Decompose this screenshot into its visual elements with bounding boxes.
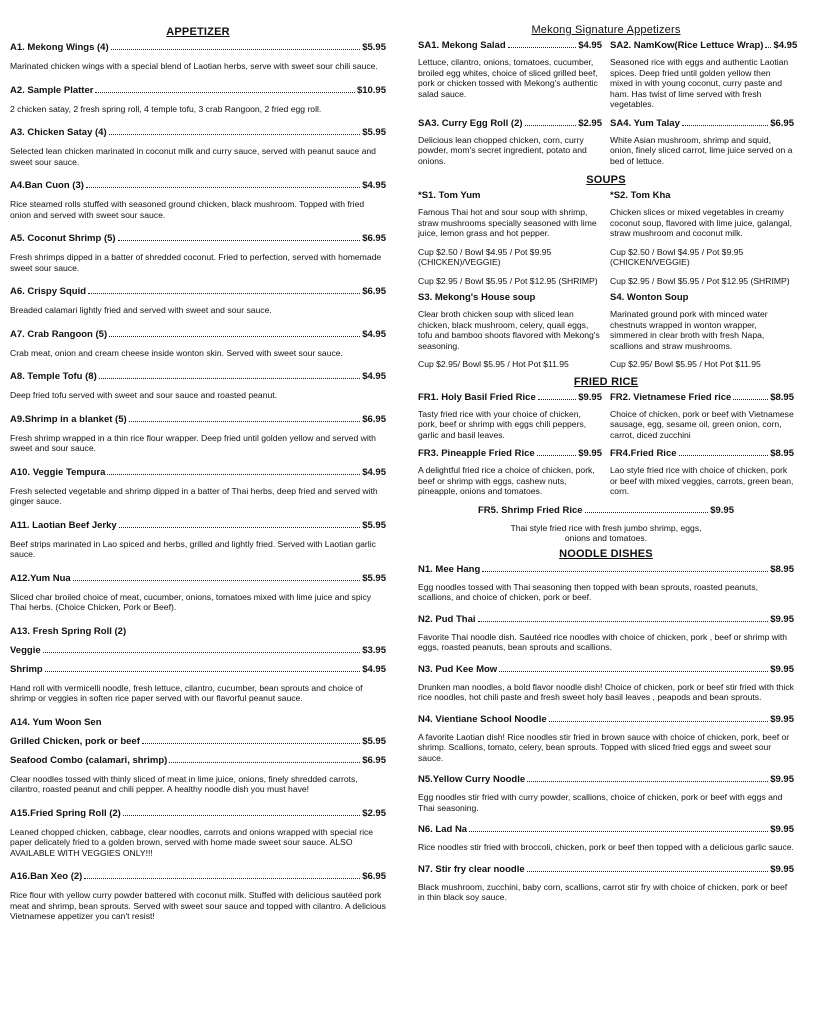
menu-item	[10, 233, 386, 273]
dish-row	[610, 448, 794, 460]
item-description: Seasoned rice with eggs and authentic Laotian spices. Deep fried until golden yellow then mixed in with young coconut, curry paste and ham. Has twist of lime served with fresh vegetables.	[610, 57, 789, 109]
item-description: A delightful fried rice a choice of chicken, pork, beef or shrimp with eggs, cashew nuts, pineapple, onions and tomatoes.	[418, 465, 595, 496]
appetizer-name: A15.Fried Spring Roll (2)	[10, 807, 121, 819]
item-description: Sliced char broiled choice of meat, cucumber, onions, tomatoes mixed with lime juice and spicy Thai herbs. (Choice Chicken, Pork or Beef).	[10, 591, 372, 612]
dish-price: $2.95	[578, 117, 602, 129]
item-pair	[418, 118, 794, 167]
appetizer-name: A8. Temple Tofu (8)	[10, 371, 97, 382]
item-description: Favorite Thai noodle dish. Sautéed rice noodles with choice of chicken, pork , beef or shrimp with eggs, roasted peanuts, bean sprouts and scallions.	[418, 631, 788, 652]
noodle-row	[418, 664, 794, 676]
leader-dots	[88, 293, 360, 294]
item-description: Tasty fried rice with your choice of chicken, pork, beef or shrimp with eggs chili peppers, garlic and basil leaves.	[418, 408, 587, 440]
option-description: Hand roll with vermicelli noodle, fresh lettuce, cilantro, cucumber, bean sprouts and choice of shrimp or veggies in soften rice paper served with our flavorful peanut sauce.	[10, 682, 363, 703]
leader-dots	[109, 336, 360, 337]
noodle-price: $9.95	[770, 663, 794, 675]
dish-name: FR2. Vietnamese Fried rice	[610, 391, 732, 403]
item-description: Selected lean chicken marinated in coconut milk and curry sauce, served with peanut sauce and sweet sour sauce.	[10, 146, 376, 167]
menu-item	[418, 714, 794, 764]
menu-item	[10, 467, 386, 507]
appetizer-price: $6.95	[362, 413, 386, 425]
item-description: 2 chicken satay, 2 fresh spring roll, 4 temple tofu, 3 crab Rangoon, 2 fried egg roll.	[10, 103, 322, 114]
leader-dots	[95, 92, 355, 93]
item-description: Rice flour with yellow curry powder battered with coconut milk. Stuffed with delicious sautéed pork meat and shrimp, bean sprouts. Served with sweet sour sauce and topped with cilantro. A delicious Vietnamese appetizer you can't resist!	[10, 890, 386, 921]
appetizer-name: A10. Veggie Tempura	[10, 466, 106, 478]
appetizer-row	[10, 233, 386, 245]
right-column	[418, 24, 798, 914]
leader-dots	[525, 125, 577, 126]
fr5-row	[418, 505, 794, 517]
item-description: Lettuce, cilantro, onions, tomatoes, cucumber, broiled egg whites, choice of sliced grilled beef, pork or chicken tossed with Mekong's authentic salad sauce.	[418, 57, 598, 99]
price-line: Cup $2.95 / Bowl $5.95 / Pot $12.95 (SHRIMP)	[610, 275, 790, 286]
fr5-price: $9.95	[710, 504, 734, 516]
leader-dots	[508, 47, 577, 48]
appetizer-row	[10, 414, 386, 426]
noodle-row	[418, 774, 794, 786]
leader-dots	[527, 871, 769, 872]
menu-item	[610, 448, 794, 497]
menu-item	[418, 40, 602, 110]
item-description: Marinated ground pork with minced water chestnuts wrapped in wonton wrapper, simmered in clear broth with fresh Napa, scallions and straw mushrooms.	[610, 309, 768, 351]
dish-row	[418, 118, 602, 130]
appetizer-name: A2. Sample Platter	[10, 84, 94, 96]
option-price: $6.95	[362, 754, 386, 766]
option-row	[10, 664, 386, 676]
dish-name: SA3. Curry Egg Roll (2)	[418, 117, 523, 129]
option-description: Clear noodles tossed with thinly sliced of meat in lime juice, onions, finely shredded carrots, cilantro, roasted peanut and chili pepper. A healthy noodle dish you must have!	[10, 773, 358, 794]
item-description: Chicken slices or mixed vegetables in creamy coconut soup, flavored with lime juice, galangal, straw mushroom and coconut milk.	[610, 207, 793, 238]
dish-row	[418, 40, 602, 52]
appetizer-price: $5.95	[362, 572, 386, 584]
appetizer-row	[10, 42, 386, 54]
appetizer-row	[10, 180, 386, 192]
price-line: Cup $2.95/ Bowl $5.95 / Hot Pot $11.95	[418, 359, 569, 369]
menu-item	[418, 564, 794, 603]
dish-row	[610, 190, 794, 202]
option-title: A13. Fresh Spring Roll (2)	[10, 625, 127, 637]
appetizer-name: A7. Crab Rangoon (5)	[10, 328, 108, 340]
noodle-price: $9.95	[770, 713, 794, 725]
item-description: Breaded calamari lightly fried and served with sweet and sour sauce.	[10, 305, 272, 315]
option-row	[10, 736, 386, 748]
dish-name: SA4. Yum Talay	[610, 117, 680, 129]
leader-dots	[549, 721, 769, 722]
menu-item	[418, 292, 602, 370]
menu-item	[10, 85, 386, 115]
item-description: Delicious lean chopped chicken, corn, curry powder, mom's secret ingredient, potato and onions.	[418, 134, 587, 166]
option-name: Shrimp	[10, 663, 43, 675]
menu-item	[10, 520, 386, 560]
leader-dots	[123, 815, 360, 816]
dish-row	[610, 40, 798, 52]
menu-item	[610, 292, 794, 370]
noodle-name: N1. Mee Hang	[418, 563, 481, 575]
leader-dots	[537, 455, 577, 456]
dish-row	[610, 292, 794, 304]
soups-heading: SOUPS	[586, 174, 626, 186]
menu-item	[10, 371, 386, 401]
menu-item	[418, 824, 794, 853]
item-pair	[418, 292, 794, 370]
option-name: Seafood Combo (calamari, shrimp)	[10, 754, 168, 766]
dish-row	[418, 190, 602, 202]
item-description: Black mushroom, zucchini, baby corn, scallions, carrot stir fry with choice of chicken, pork or beef in thin black soy sauce.	[418, 881, 788, 902]
item-description: Fresh shrimp wrapped in a thin rice flour wrapper. Deep fried until golden yellow and served with sweet and sour sauce.	[10, 432, 376, 453]
noodle-price: $9.95	[770, 613, 794, 625]
option-row	[10, 645, 386, 657]
leader-dots	[765, 47, 771, 48]
item-description: Famous Thai hot and sour soup with shrimp, straw mushrooms specially seasoned with lime juice, lemon grass and hot pepper.	[418, 207, 597, 238]
appetizer-price: $4.95	[362, 371, 386, 382]
dish-name: *S1. Tom Yum	[418, 190, 481, 201]
item-description: Crab meat, onion and cream cheese inside wonton skin. Served with sweet sour sauce.	[10, 347, 343, 358]
leader-dots	[585, 512, 709, 513]
leader-dots	[99, 378, 360, 379]
item-description: Egg noodles tossed with Thai seasoning then topped with bean sprouts, roasted peanuts, scallions, and choice of chicken, pork or beef.	[418, 581, 759, 602]
item-pair	[418, 392, 794, 441]
dish-row	[610, 392, 794, 404]
appetizer-name: A1. Mekong Wings (4)	[10, 42, 109, 53]
noodle-name: N4. Vientiane School Noodle	[418, 713, 547, 725]
dish-price: $6.95	[770, 117, 794, 129]
leader-dots	[527, 781, 768, 782]
option-price: $5.95	[362, 735, 386, 747]
appetizer-row	[10, 520, 386, 532]
leader-dots	[118, 240, 361, 241]
item-description: A favorite Laotian dish! Rice noodles stir fried in brown sauce with choice of chicken, pork, beef or shrimp. Scallions, tomato, celery, bean sprouts. Topped with sliced fried eggs and sweet sour sauce.	[418, 731, 790, 763]
dish-name: SA1. Mekong Salad	[418, 40, 506, 51]
leader-dots	[86, 187, 360, 188]
menu-item	[10, 871, 386, 922]
appetizer-name: A3. Chicken Satay (4)	[10, 127, 107, 138]
item-pair	[418, 190, 794, 286]
appetizer-heading: APPETIZER	[166, 26, 230, 38]
appetizer-row	[10, 85, 386, 97]
menu-item	[418, 392, 602, 441]
noodle-name: N3. Pud Kee Mow	[418, 663, 498, 675]
option-title: A14. Yum Woon Sen	[10, 716, 102, 728]
appetizer-name: A6. Crispy Squid	[10, 286, 87, 297]
item-description: Lao style fried rice with choice of chicken, pork or beef with mixed veggies, carrots, green bean, corn.	[610, 465, 794, 496]
item-description: Deep fried tofu served with sweet and sour sauce and roasted peanut.	[10, 390, 278, 400]
menu-item	[610, 190, 794, 286]
menu-item	[10, 808, 386, 859]
fr5-name: FR5. Shrimp Fried Rice	[478, 504, 583, 516]
leader-dots	[478, 621, 769, 622]
appetizer-row	[10, 329, 386, 341]
dish-row	[418, 292, 602, 304]
menu-item	[418, 614, 794, 653]
option-name: Veggie	[10, 644, 41, 656]
menu-item	[418, 118, 602, 167]
item-description: Clear broth chicken soup with sliced lean chicken, black mushroom, celery, quail eggs, tofu and bamboo shoots flavored with Mekong's seasoning.	[418, 309, 600, 351]
menu-item	[418, 774, 794, 813]
dish-name: FR3. Pineapple Fried Rice	[418, 448, 535, 459]
appetizer-price: $10.95	[356, 84, 386, 96]
fr5-description: Thai style fried rice with fresh jumbo shrimp, eggs, onions and tomatoes.	[510, 522, 702, 543]
appetizer-price: $6.95	[362, 233, 386, 244]
leader-dots	[45, 671, 360, 672]
noodle-row	[418, 714, 794, 726]
menu-item	[10, 286, 386, 316]
leader-dots	[73, 580, 361, 581]
leader-dots	[119, 527, 361, 528]
signature-heading: Mekong Signature Appetizers	[531, 24, 681, 36]
leader-dots	[169, 762, 360, 763]
menu-item	[10, 573, 386, 613]
appetizer-row	[10, 871, 386, 883]
leader-dots	[142, 743, 360, 744]
menu-item	[610, 118, 794, 167]
item-description: White Asian mushroom, shrimp and squid, onion, finely sliced carrot, lime juice served on a bed of lettuce.	[610, 134, 793, 166]
appetizer-price: $4.95	[362, 466, 386, 478]
noodle-price: $9.95	[770, 824, 794, 835]
noodle-name: N5.Yellow Curry Noodle	[418, 774, 526, 785]
dish-price: $9.95	[578, 448, 602, 459]
leader-dots	[109, 134, 361, 135]
price-line: Cup $2.50 / Bowl $4.95 / Pot $9.95 (CHICKEN/VEGGIE)	[610, 246, 744, 267]
item-description: Egg noodles stir fried with curry powder, scallions, choice of chicken, pork or beef with eggs and Thai seasoning.	[418, 792, 783, 813]
appetizer-price: $5.95	[362, 42, 386, 53]
appetizer-price: $5.95	[362, 519, 386, 531]
leader-dots	[499, 671, 768, 672]
leader-dots	[682, 125, 768, 126]
menu-item	[418, 190, 602, 286]
menu-item	[418, 864, 794, 903]
appetizer-name: A9.Shrimp in a blanket (5)	[10, 413, 127, 425]
menu-item	[10, 42, 386, 72]
fried-rice-heading: FRIED RICE	[573, 375, 639, 388]
noodle-name: N6. Lad Na	[418, 824, 468, 835]
item-description: Choice of chicken, pork or beef with Vietnamese sausage, egg, sesame oil, green onion, corn, carrot, diced zucchini	[610, 408, 794, 440]
item-description: Beef strips marinated in Lao spiced and herbs, grilled and lightly fried. Served with Laotian garlic sauce.	[10, 538, 376, 559]
price-line: Cup $2.95 / Bowl $5.95 / Pot $12.95 (SHRIMP)	[418, 275, 598, 286]
leader-dots	[733, 399, 768, 400]
item-description: Marinated chicken wings with a special blend of Laotian herbs, serve with sweet sour chili sauce.	[10, 61, 378, 71]
appetizer-price: $4.95	[362, 328, 386, 340]
menu-item	[418, 664, 794, 703]
leader-dots	[43, 652, 361, 653]
a14-block	[10, 717, 386, 795]
dish-price: $9.95	[578, 391, 602, 403]
option-price: $4.95	[362, 663, 386, 675]
dish-name: SA2. NamKow(Rice Lettuce Wrap)	[610, 40, 764, 51]
noodle-row	[418, 564, 794, 576]
menu-item	[10, 414, 386, 454]
leader-dots	[538, 399, 576, 400]
noodle-price: $9.95	[770, 774, 794, 785]
appetizer-row	[10, 127, 386, 139]
leader-dots	[111, 49, 361, 50]
option-price: $3.95	[362, 644, 386, 656]
appetizer-row	[10, 573, 386, 585]
item-description: Fresh shrimps dipped in a batter of shredded coconut. Fried to perfection, served with homemade sweet sour sauce.	[10, 252, 382, 273]
item-description: Rice noodles stir fried with broccoli, chicken, pork or beef then topped with a delicious garlic sauce.	[418, 842, 794, 852]
appetizer-price: $4.95	[362, 180, 386, 191]
a13-block	[10, 626, 386, 704]
item-description: Fresh selected vegetable and shrimp dipped in a batter of Thai herbs, deep fried and served with ginger sauce.	[10, 485, 378, 506]
leader-dots	[482, 571, 768, 572]
noodle-price: $9.95	[770, 863, 794, 875]
appetizer-row	[10, 371, 386, 383]
appetizer-name: A12.Yum Nua	[10, 572, 71, 584]
leader-dots	[679, 455, 769, 456]
noodle-name: N7. Stir fry clear noodle	[418, 863, 525, 875]
dish-name: FR1. Holy Basil Fried Rice	[418, 391, 536, 403]
appetizer-row	[10, 808, 386, 820]
menu-item	[418, 448, 602, 497]
appetizer-column	[10, 26, 386, 935]
menu-item	[10, 329, 386, 359]
option-row	[10, 755, 386, 767]
item-description: Leaned chopped chicken, cabbage, clear noodles, carrots and onions wrapped with special rice paper delicately fried to a golden brown, served with home made sweet sour sauce. ALSO AVAILABLE WITH VEGGIES ONLY!!!	[10, 826, 374, 858]
item-pair	[418, 40, 798, 110]
dish-price: $4.95	[578, 40, 602, 51]
menu-item	[610, 392, 794, 441]
dish-row	[610, 118, 794, 130]
noodle-row	[418, 864, 794, 876]
dish-price: $4.95	[773, 40, 798, 51]
leader-dots	[129, 421, 361, 422]
menu-item	[10, 180, 386, 220]
appetizer-row	[10, 286, 386, 298]
appetizer-name: A4.Ban Cuon (3)	[10, 180, 84, 191]
appetizer-name: A11. Laotian Beef Jerky	[10, 519, 117, 531]
menu-item	[10, 127, 386, 167]
dish-price: $8.95	[770, 391, 794, 403]
noodle-row	[418, 614, 794, 626]
appetizer-name: A16.Ban Xeo (2)	[10, 871, 83, 882]
appetizer-price: $6.95	[362, 286, 386, 297]
noodle-price: $8.95	[770, 563, 794, 575]
price-line: Cup $2.50 / Bowl $4.95 / Pot $9.95 (CHICKEN)/VEGGIE)	[418, 246, 552, 267]
noodle-name: N2. Pud Thai	[418, 613, 476, 625]
dish-row	[418, 448, 602, 460]
appetizer-price: $6.95	[362, 871, 386, 882]
dish-name: FR4.Fried Rice	[610, 448, 677, 459]
item-pair	[418, 448, 794, 497]
appetizer-price: $5.95	[362, 127, 386, 138]
leader-dots	[107, 474, 360, 475]
menu-item	[610, 40, 798, 110]
dish-name: *S2. Tom Kha	[610, 190, 671, 201]
dish-name: S3. Mekong's House soup	[418, 292, 536, 303]
leader-dots	[84, 878, 360, 879]
appetizer-row	[10, 467, 386, 479]
option-name: Grilled Chicken, pork or beef	[10, 735, 140, 747]
price-line: Cup $2.95/ Bowl $5.95 / Hot Pot $11.95	[610, 359, 761, 369]
appetizer-price: $2.95	[362, 807, 386, 819]
item-description: Drunken man noodles, a bold flavor noodle dish! Choice of chicken, pork or beef stir fried with thick rice noodles, hot chili paste and fresh sweet holy basil leaves , peapods and bean sprouts.	[418, 681, 794, 702]
noodle-heading: NOODLE DISHES	[559, 547, 653, 560]
dish-price: $8.95	[770, 448, 794, 459]
dish-name: S4. Wonton Soup	[610, 292, 689, 303]
dish-row	[418, 392, 602, 404]
noodle-row	[418, 824, 794, 836]
appetizer-name: A5. Coconut Shrimp (5)	[10, 233, 116, 244]
item-description: Rice steamed rolls stuffed with seasoned ground chicken, black mushroom. Topped with fried onion and served with sweet sour sauce.	[10, 199, 365, 220]
leader-dots	[469, 831, 768, 832]
